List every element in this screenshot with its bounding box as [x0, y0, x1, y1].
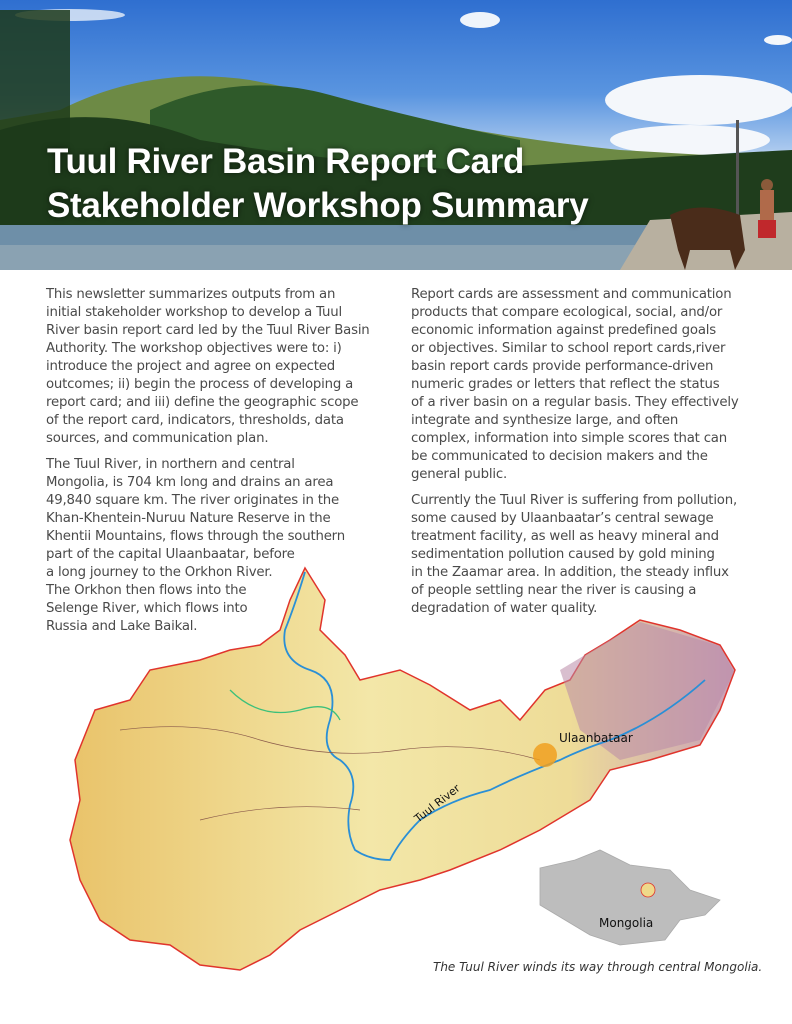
text-line: The Tuul River, in northern and central: [46, 457, 295, 472]
mongolia-inset: [540, 850, 720, 945]
intro-paragraph: [46, 286, 370, 448]
text-line: The Orkhon then flows into the: [46, 583, 247, 598]
text-line: or objectives. Similar to school report cards,river: [411, 341, 726, 356]
text-line: Khan-Khentein-Nuruu Nature Reserve in the: [46, 511, 331, 526]
text-line: a long journey to the Orkhon River.: [46, 565, 273, 580]
text-line: report card; and iii) define the geographic scope: [46, 395, 359, 410]
text-line: of the report card, indicators, thresholds, data: [46, 413, 344, 428]
text-line: Authority. The workshop objectives were to: i): [46, 341, 342, 356]
text-line: integrate and synthesize large, and often: [411, 413, 679, 428]
text-line: Mongolia, is 704 km long and drains an area: [46, 475, 334, 490]
text-line: River basin report card led by the Tuul River Basin: [46, 323, 370, 338]
text-line: products that compare ecological, social, and/or: [411, 305, 723, 320]
title-line-2: Stakeholder Workshop Summary: [47, 186, 589, 225]
text-line: in the Zaamar area. In addition, the steady influx: [411, 565, 729, 580]
basin-map: [0, 560, 792, 980]
landscape-photo: [0, 0, 792, 270]
text-line: of people settling near the river is causing a: [411, 583, 697, 598]
text-line: outcomes; ii) begin the process of developing a: [46, 377, 354, 392]
text-line: numeric grades or letters that reflect the status: [411, 377, 720, 392]
inset-basin-highlight: [641, 883, 655, 897]
text-line: part of the capital Ulaanbaatar, before: [46, 547, 295, 562]
text-line: general public.: [411, 467, 507, 482]
text-line: 49,840 square km. The river originates in the: [46, 493, 339, 508]
page-title: [47, 140, 588, 228]
header-photo: [0, 0, 792, 270]
text-line: Khentii Mountains, flows through the southern: [46, 529, 345, 544]
text-line: Selenge River, which flows into: [46, 601, 248, 616]
text-line: sedimentation pollution caused by gold mining: [411, 547, 715, 562]
text-line: complex, information into simple scores that can: [411, 431, 727, 446]
text-line: initial stakeholder workshop to develop a Tuul: [46, 305, 342, 320]
ulaanbaatar-city-marker: [533, 743, 557, 767]
city-label: Ulaanbataar: [559, 731, 633, 745]
title-line-1: Tuul River Basin Report Card: [47, 142, 525, 181]
text-line: of a river basin on a regular basis. They effectively: [411, 395, 739, 410]
river-label: Tuul River: [412, 781, 463, 826]
report-cards-paragraph: [411, 286, 738, 484]
text-line: some caused by Ulaanbaatar’s central sewage: [411, 511, 714, 526]
text-line: Currently the Tuul River is suffering from pollution,: [411, 493, 737, 508]
text-line: be communicated to decision makers and the: [411, 449, 708, 464]
map-caption: The Tuul River winds its way through central Mongolia.: [433, 960, 763, 974]
text-line: introduce the project and agree on expected: [46, 359, 336, 374]
text-line: This newsletter summarizes outputs from an: [46, 287, 336, 302]
text-line: Report cards are assessment and communication: [411, 287, 732, 302]
text-line: sources, and communication plan.: [46, 431, 269, 446]
inset-label: Mongolia: [599, 916, 654, 930]
text-line: economic information against predefined goals: [411, 323, 716, 338]
text-line: basin report cards provide performance-driven: [411, 359, 714, 374]
text-line: treatment facility, as well as heavy mineral and: [411, 529, 719, 544]
text-line: Russia and Lake Baikal.: [46, 619, 198, 634]
text-line: degradation of water quality.: [411, 601, 598, 616]
